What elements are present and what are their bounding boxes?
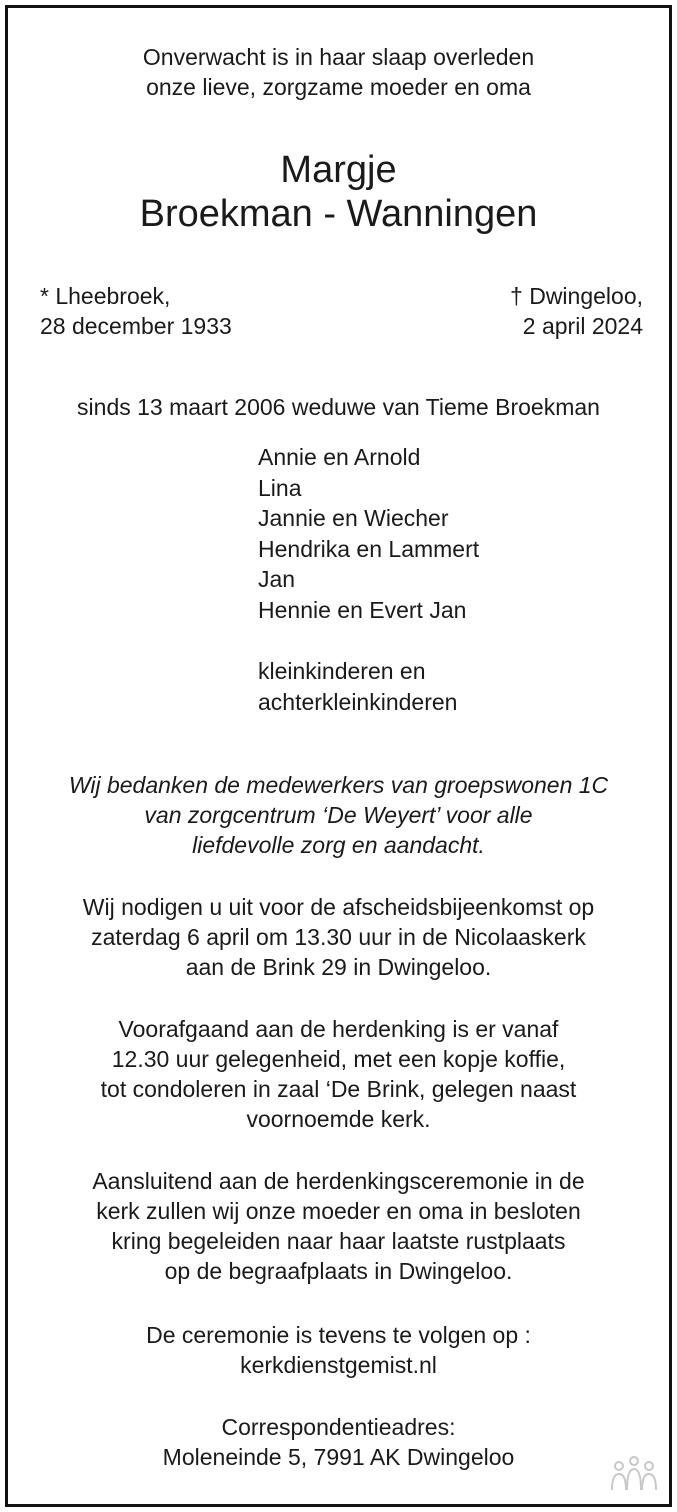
birth-date: 28 december 1933 — [40, 313, 232, 339]
widow-text: sinds 13 maart 2006 weduwe van Tieme Broekman — [77, 394, 600, 420]
address-label: Correspondentieadres: — [221, 1414, 456, 1440]
livestream-text — [8, 1320, 669, 1380]
grandchildren-list — [258, 656, 457, 717]
list-item: achterkleinkinderen — [258, 688, 458, 715]
list-item: Jan — [258, 566, 296, 592]
birth-info — [40, 281, 232, 341]
address-line: Moleneinde 5, 7991 AK Dwingeloo — [162, 1444, 515, 1470]
burial-line: op de begraafplaats in Dwingeloo. — [164, 1258, 513, 1284]
first-name: Margje — [280, 149, 397, 191]
burial-line: kerk zullen wij onze moeder en oma in besloten — [96, 1198, 581, 1224]
burial-line: kring begeleiden naar haar laatste rustplaats — [111, 1228, 566, 1254]
condolence-line: voornoemde kerk. — [246, 1106, 431, 1132]
birth-place: * Lheebroek, — [40, 283, 171, 309]
invitation-line: aan de Brink 29 in Dwingeloo. — [185, 954, 492, 980]
condolence-line: 12.30 uur gelegenheid, met een kopje koffie, — [111, 1046, 566, 1072]
death-info — [510, 281, 643, 341]
intro-line: onze lieve, zorgzame moeder en oma — [146, 74, 531, 100]
condolence-text — [8, 1014, 669, 1134]
family-name: Broekman - Wanningen — [139, 193, 538, 235]
death-date: 2 april 2024 — [522, 313, 643, 339]
invitation-line: Wij nodigen u uit voor de afscheidsbijeenkomst op — [82, 894, 595, 920]
invitation-line: zaterdag 6 april om 13.30 uur in de Nicolaaskerk — [91, 924, 586, 950]
intro-text — [8, 42, 669, 102]
thanks-text — [8, 770, 669, 860]
list-item: Hendrika en Lammert — [258, 535, 480, 562]
burial-text — [8, 1166, 669, 1286]
list-item: kleinkinderen en — [258, 658, 426, 684]
widow-line — [8, 392, 669, 422]
livestream-line: De ceremonie is tevens te volgen op : — [146, 1322, 531, 1348]
list-item: Jannie en Wiecher — [258, 505, 449, 531]
children-list — [258, 442, 479, 625]
people-group-icon — [609, 1454, 659, 1496]
thanks-line: Wij bedanken de medewerkers van groepswonen 1C — [68, 772, 609, 798]
intro-line: Onverwacht is in haar slaap overleden — [142, 44, 535, 70]
obituary-frame — [5, 5, 672, 1507]
burial-line: Aansluitend aan de herdenkingsceremonie in de — [92, 1168, 585, 1194]
address-text — [8, 1412, 669, 1472]
livestream-link: kerkdienstgemist.nl — [240, 1352, 437, 1378]
condolence-line: tot condoleren in zaal ‘De Brink, gelegen naast — [100, 1076, 577, 1102]
thanks-line: liefdevolle zorg en aandacht. — [192, 832, 485, 858]
thanks-line: van zorgcentrum ‘De Weyert’ voor alle — [144, 802, 533, 828]
list-item: Hennie en Evert Jan — [258, 596, 467, 623]
death-place: † Dwingeloo, — [510, 283, 643, 309]
list-item: Lina — [258, 474, 302, 501]
list-item: Annie en Arnold — [258, 444, 421, 470]
invitation-text — [8, 892, 669, 982]
condolence-line: Voorafgaand aan de herdenking is er vanaf — [118, 1016, 559, 1042]
deceased-name — [8, 148, 669, 236]
